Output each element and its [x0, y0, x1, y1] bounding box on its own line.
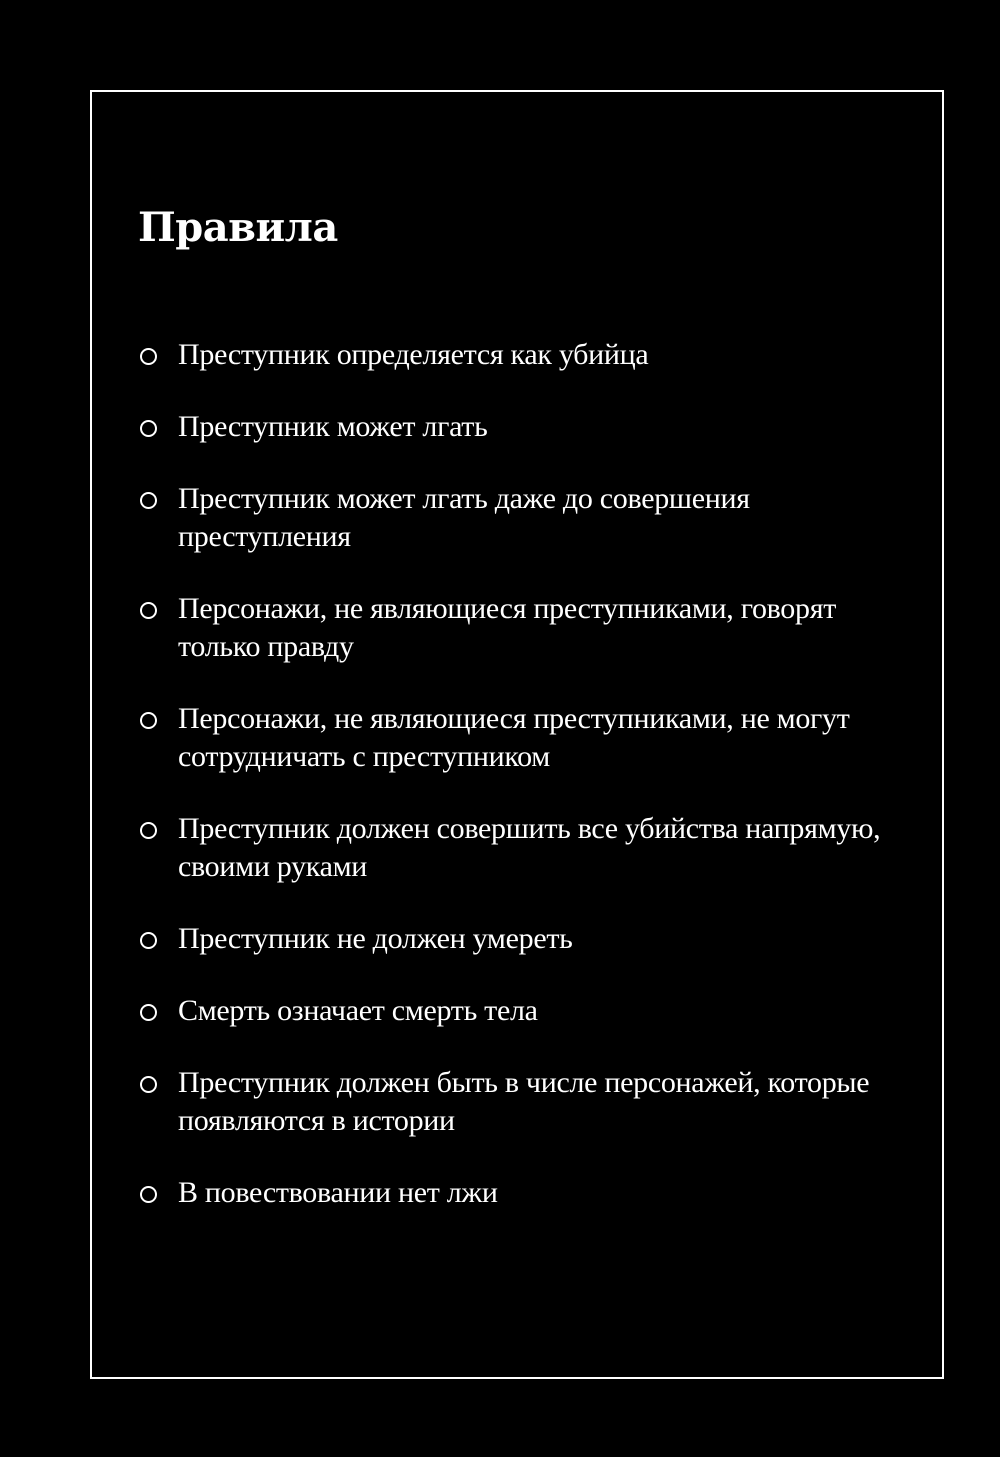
- list-item: [138, 992, 918, 1030]
- circle-outline-icon: [140, 492, 157, 509]
- rule-text: Преступник может лгать: [178, 410, 488, 443]
- rule-text: Преступник должен совершить все убийства напрямую, своими руками: [178, 812, 881, 883]
- list-item: [138, 1064, 918, 1140]
- rule-text: Персонажи, не являющиеся преступниками, говорят только правду: [178, 592, 837, 663]
- rule-text: Преступник определяется как убийца: [178, 338, 649, 371]
- list-item: [138, 590, 918, 666]
- circle-outline-icon: [140, 602, 157, 619]
- rule-text: Преступник должен быть в числе персонажей, которые появляются в истории: [178, 1066, 870, 1137]
- circle-outline-icon: [140, 932, 157, 949]
- list-item: [138, 336, 918, 374]
- circle-outline-icon: [140, 1186, 157, 1203]
- list-item: [138, 810, 918, 886]
- rule-text: В повествовании нет лжи: [178, 1176, 498, 1209]
- list-item: [138, 1174, 918, 1212]
- list-item: [138, 408, 918, 446]
- circle-outline-icon: [140, 822, 157, 839]
- rule-text: Преступник может лгать даже до совершения преступления: [178, 482, 750, 553]
- circle-outline-icon: [140, 1076, 157, 1093]
- list-item: [138, 480, 918, 556]
- rule-text: Смерть означает смерть тела: [178, 994, 538, 1027]
- list-item: [138, 700, 918, 776]
- list-item: [138, 920, 918, 958]
- rules-list: [138, 336, 918, 1212]
- page-title: Правила: [138, 204, 338, 251]
- circle-outline-icon: [140, 712, 157, 729]
- circle-outline-icon: [140, 420, 157, 437]
- rule-text: Персонажи, не являющиеся преступниками, не могут сотрудничать с преступником: [178, 702, 850, 773]
- rule-text: Преступник не должен умереть: [178, 922, 573, 955]
- circle-outline-icon: [140, 1004, 157, 1021]
- circle-outline-icon: [140, 348, 157, 365]
